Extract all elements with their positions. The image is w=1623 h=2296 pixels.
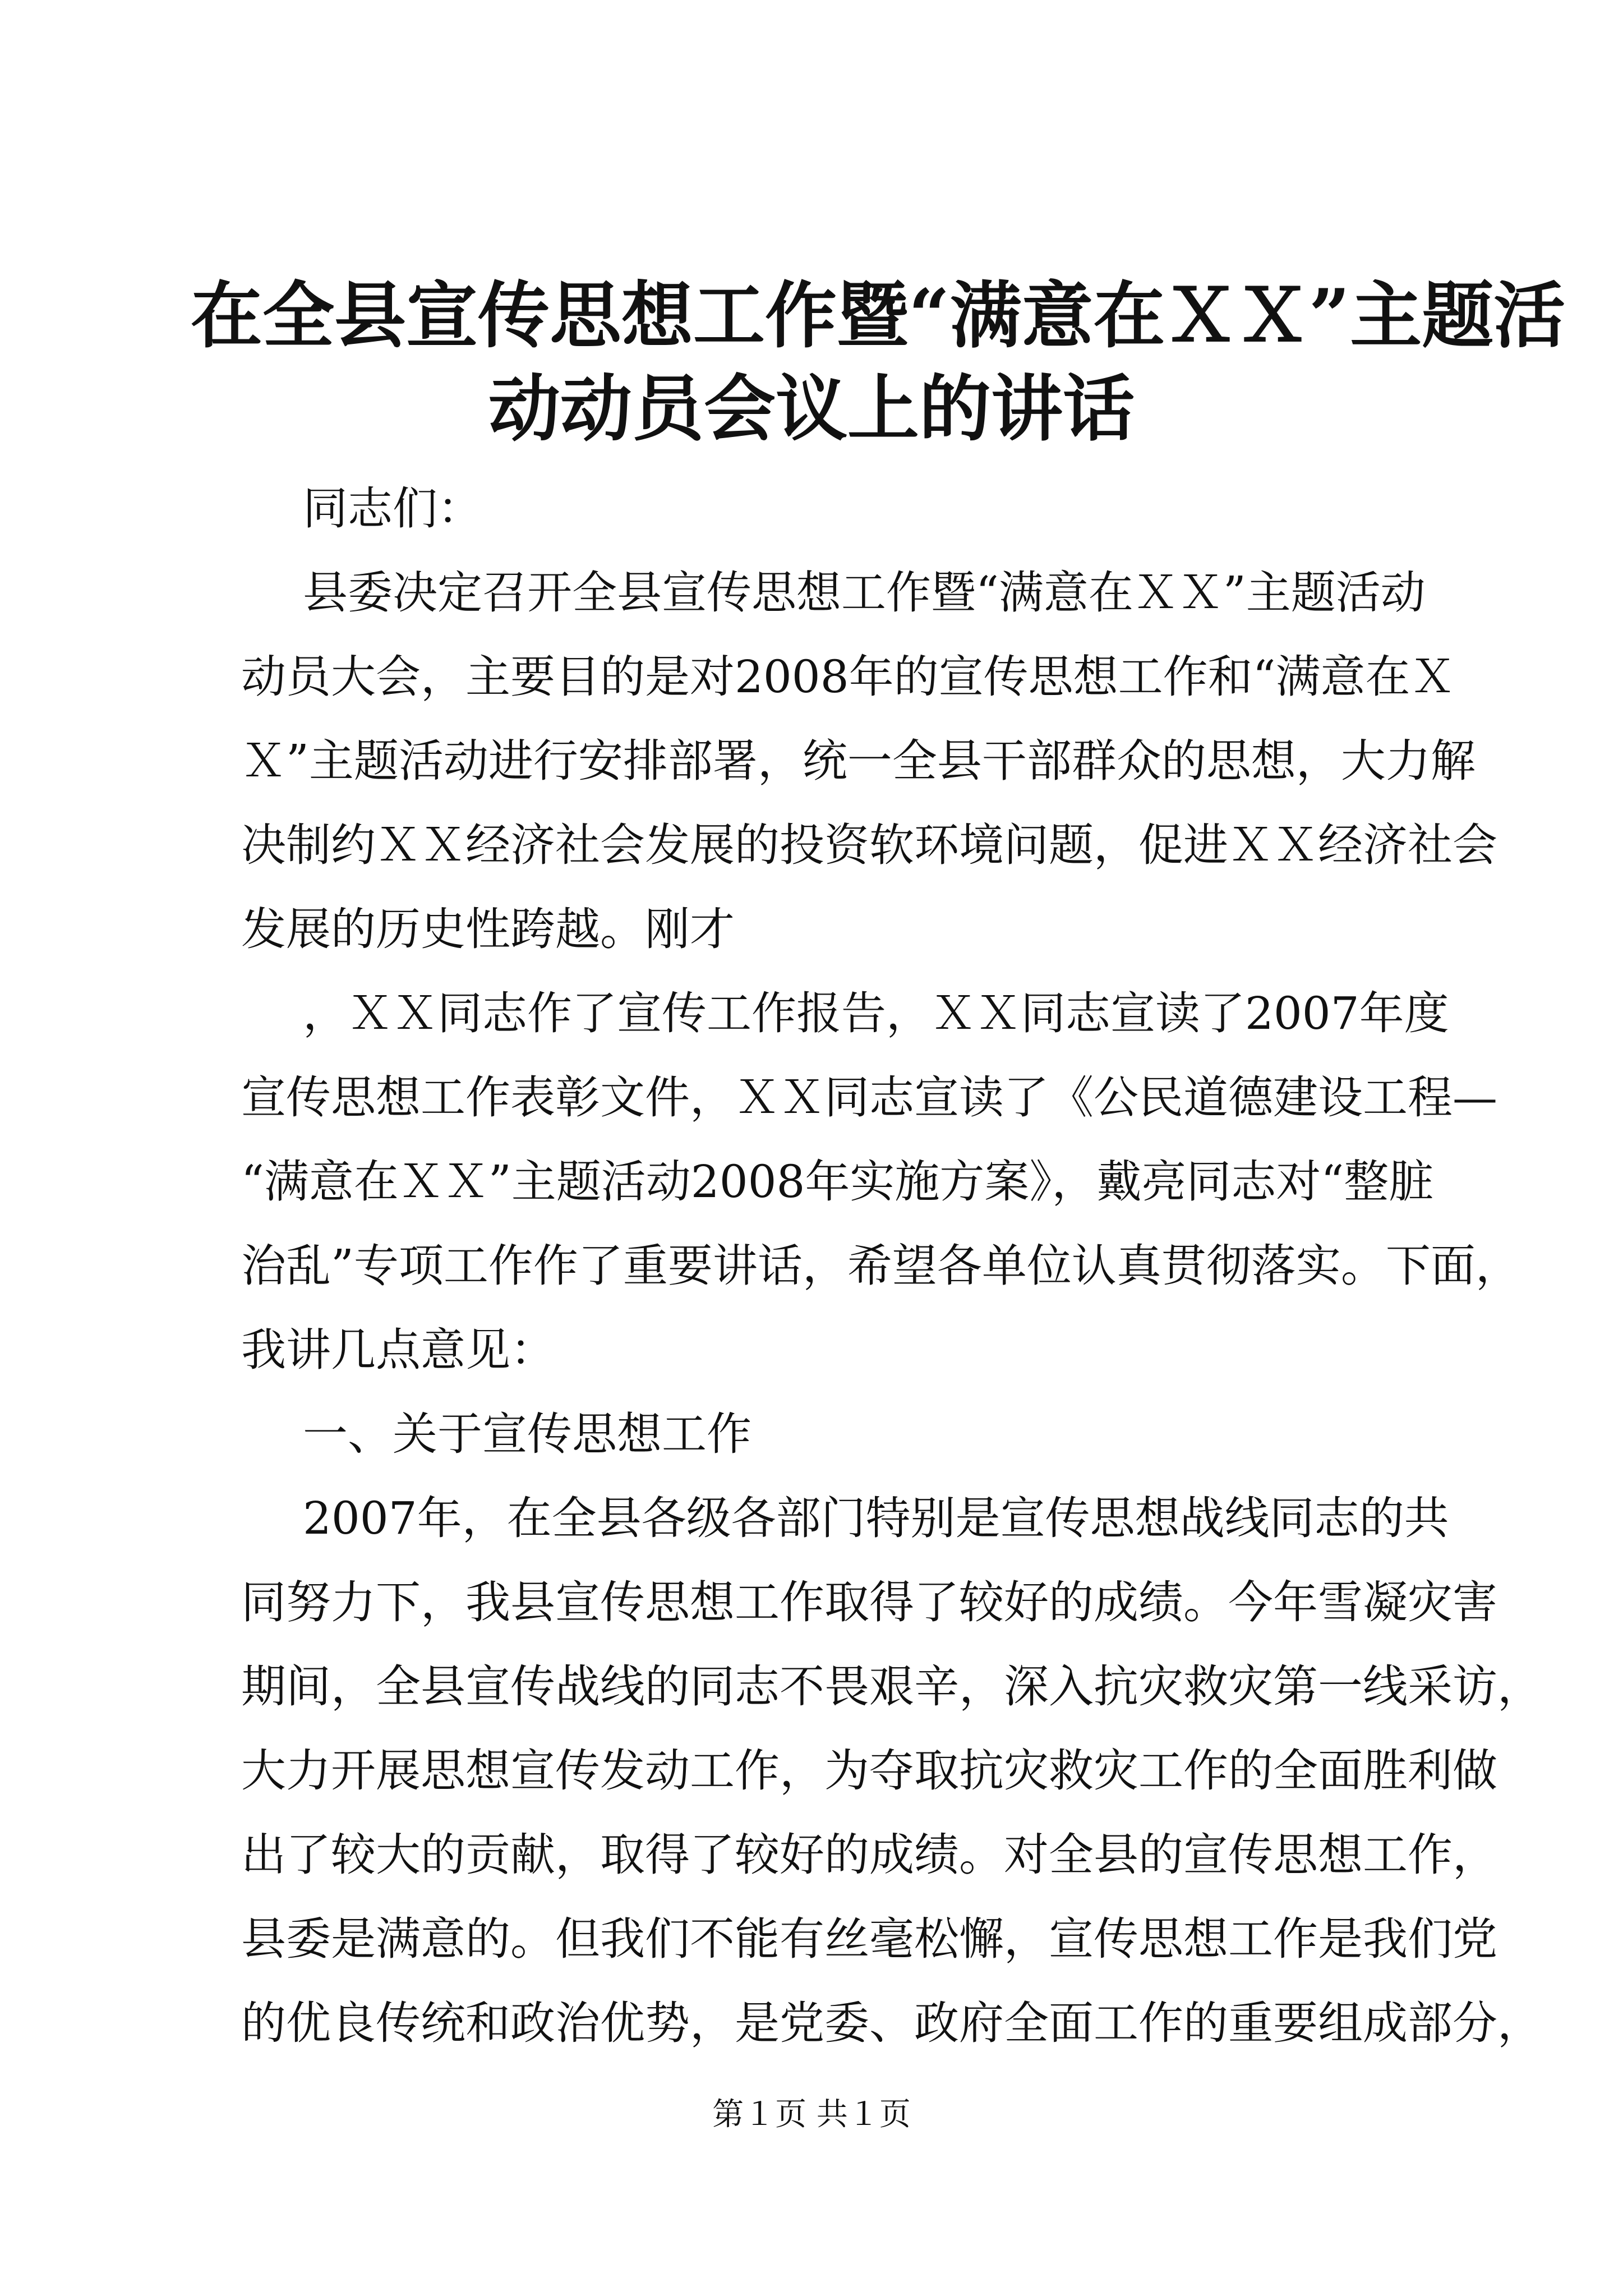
paragraph-3-line-5: 出了较大的贡献，取得了较好的成绩。对全县的宣传思想工作， [241,1829,1497,1881]
paragraph-2-line-1: ，ＸＸ同志作了宣传工作报告，ＸＸ同志宣读了2007年度 [303,987,1449,1039]
paragraph-2-line-5: 我讲几点意见： [241,1324,555,1376]
page-footer: 第１页 共１页 [712,2096,911,2133]
document-title [191,269,1566,455]
paragraph-3-line-4: 大力开展思想宣传发动工作，为夺取抗灾救灾工作的全面胜利做 [241,1745,1497,1797]
title-line-2: 动动员会议上的讲话 [488,367,1135,451]
paragraph-1-line-3: Ｘ”主题活动进行安排部署，统一全县干部群众的思想，大力解 [241,735,1476,787]
paragraph-1-line-4: 决制约ＸＸ经济社会发展的投资软环境问题，促进ＸＸ经济社会 [241,819,1497,871]
document-body [241,467,1542,2065]
paragraph-1-line-5: 发展的历史性跨越。刚才 [241,903,735,955]
paragraph-1-line-2: 动员大会，主要目的是对2008年的宣传思想工作和“满意在Ｘ [241,651,1455,703]
paragraph-3-line-7: 的优良传统和政治优势，是党委、政府全面工作的重要组成部分， [241,1997,1542,2049]
paragraph-3-line-3: 期间，全县宣传战线的同志不畏艰辛，深入抗灾救灾第一线采访， [241,1660,1542,1713]
paragraph-3-line-6: 县委是满意的。但我们不能有丝毫松懈，宣传思想工作是我们党 [241,1913,1497,1965]
paragraph-3-line-1: 2007年，在全县各级各部门特别是宣传思想战线同志的共 [303,1492,1449,1544]
paragraph-1-line-1: 县委决定召开全县宣传思想工作暨“满意在ＸＸ”主题活动 [303,567,1426,619]
title-line-1: 在全县宣传思想工作暨“满意在ＸＸ”主题活 [191,274,1566,358]
paragraph-3-line-2: 同努力下，我县宣传思想工作取得了较好的成绩。今年雪凝灾害 [241,1576,1497,1628]
paragraph-2-line-2: 宣传思想工作表彰文件，ＸＸ同志宣读了《公民道德建设工程— [241,1071,1497,1124]
section-heading: 一、关于宣传思想工作 [303,1408,751,1460]
salutation: 同志们： [303,482,482,535]
paragraph-2-line-4: 治乱”专项工作作了重要讲话，希望各单位认真贯彻落实。下面， [241,1240,1520,1292]
paragraph-2-line-3: “满意在ＸＸ”主题活动2008年实施方案》，戴亮同志对“整脏 [241,1156,1434,1208]
